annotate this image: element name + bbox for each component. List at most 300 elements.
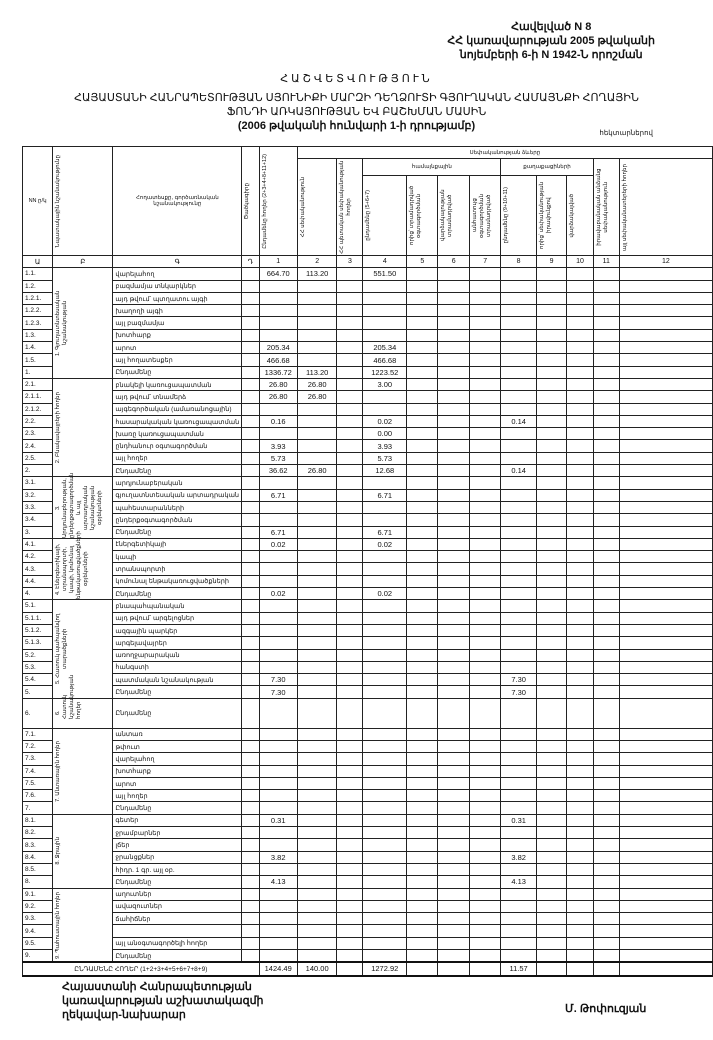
row-code: 5.1.1.	[23, 612, 53, 624]
section-label	[53, 814, 113, 888]
value-cell	[501, 329, 537, 341]
value-cell	[337, 900, 363, 912]
value-cell	[297, 489, 337, 501]
value-cell	[619, 329, 712, 341]
total-value	[438, 962, 470, 975]
value-cell	[469, 851, 500, 863]
column-number: 7	[469, 256, 500, 268]
row-label: բնակելի կառուցապատման	[113, 378, 242, 390]
table-row	[23, 317, 713, 329]
value-cell	[363, 839, 407, 851]
value-cell	[363, 551, 407, 563]
value-cell	[567, 415, 593, 427]
table-row	[23, 477, 713, 489]
column-number: Դ	[242, 256, 259, 268]
row-label: ազգային պարկեր	[113, 624, 242, 636]
value-cell	[593, 551, 619, 563]
row-code: 7.5.	[23, 777, 53, 789]
value-cell	[536, 378, 566, 390]
code-cell	[242, 501, 259, 513]
row-code: 1.2.3.	[23, 317, 53, 329]
row-code: 8.2.	[23, 827, 53, 839]
total-value	[337, 962, 363, 975]
value-cell	[407, 280, 438, 292]
value-cell	[536, 415, 566, 427]
column-number: Բ	[53, 256, 113, 268]
value-cell	[593, 366, 619, 378]
column-number: 5	[407, 256, 438, 268]
value-cell	[469, 292, 500, 304]
value-cell	[593, 814, 619, 826]
value-cell	[567, 637, 593, 649]
value-cell	[567, 624, 593, 636]
row-code: 1.1.	[23, 268, 53, 280]
table-row	[23, 366, 713, 378]
value-cell	[363, 292, 407, 304]
value-cell	[619, 415, 712, 427]
value-cell	[469, 440, 500, 452]
table-row	[23, 863, 713, 875]
table-row	[23, 391, 713, 403]
value-cell	[619, 674, 712, 686]
value-cell	[536, 428, 566, 440]
value-cell	[567, 753, 593, 765]
value-cell	[297, 765, 337, 777]
code-cell	[242, 851, 259, 863]
value-cell	[363, 827, 407, 839]
value-cell	[469, 686, 500, 698]
value-cell	[619, 863, 712, 875]
value-cell	[407, 292, 438, 304]
value-cell: 5.73	[363, 452, 407, 464]
value-cell	[536, 600, 566, 612]
value-cell	[407, 268, 438, 280]
value-cell	[469, 563, 500, 575]
value-cell	[363, 925, 407, 937]
value-cell	[567, 913, 593, 925]
value-cell	[337, 501, 363, 513]
row-code: 8.1.	[23, 814, 53, 826]
value-cell	[501, 403, 537, 415]
value-cell	[567, 937, 593, 949]
value-cell	[567, 280, 593, 292]
value-cell	[619, 950, 712, 963]
value-cell	[501, 280, 537, 292]
value-cell	[337, 538, 363, 550]
value-cell	[536, 305, 566, 317]
code-cell	[242, 753, 259, 765]
col-9: որից՝ սեփականության իրավունքով	[538, 181, 552, 250]
value-cell: 1336.72	[259, 366, 297, 378]
value-cell	[407, 728, 438, 740]
value-cell	[536, 329, 566, 341]
table-row	[23, 777, 713, 789]
value-cell	[567, 378, 593, 390]
total-value	[407, 962, 438, 975]
value-cell	[536, 888, 566, 900]
value-cell	[536, 477, 566, 489]
value-cell	[469, 477, 500, 489]
value-cell	[407, 354, 438, 366]
col-7: անհատույց օգտագործման տրամադրված	[471, 193, 492, 238]
value-cell	[536, 777, 566, 789]
value-cell	[536, 563, 566, 575]
value-cell	[619, 391, 712, 403]
value-cell	[297, 876, 337, 888]
row-label: արոտ	[113, 777, 242, 789]
value-cell	[363, 501, 407, 513]
value-cell	[259, 698, 297, 728]
value-cell	[619, 728, 712, 740]
column-number: 8	[501, 256, 537, 268]
value-cell	[593, 765, 619, 777]
value-cell	[297, 551, 337, 563]
value-cell	[363, 391, 407, 403]
table-row	[23, 827, 713, 839]
footer-line: ղեկավար-նախարար	[62, 1009, 186, 1021]
value-cell	[337, 888, 363, 900]
value-cell	[438, 937, 470, 949]
total-value	[619, 962, 712, 975]
value-cell	[438, 428, 470, 440]
value-cell	[469, 814, 500, 826]
value-cell	[619, 900, 712, 912]
value-cell	[337, 440, 363, 452]
value-cell	[593, 465, 619, 477]
value-cell	[363, 305, 407, 317]
value-cell: 1223.52	[363, 366, 407, 378]
value-cell	[536, 814, 566, 826]
table-row	[23, 888, 713, 900]
value-cell	[438, 790, 470, 802]
value-cell	[536, 637, 566, 649]
table-row	[23, 851, 713, 863]
value-cell	[593, 489, 619, 501]
row-label: Ընդամենը	[113, 698, 242, 728]
code-cell	[242, 888, 259, 900]
value-cell	[407, 342, 438, 354]
value-cell	[501, 452, 537, 464]
value-cell	[337, 588, 363, 600]
row-code: 6.	[23, 698, 53, 728]
value-cell	[337, 575, 363, 587]
value-cell	[438, 477, 470, 489]
value-cell	[259, 514, 297, 526]
table-row	[23, 612, 713, 624]
value-cell	[337, 378, 363, 390]
value-cell	[407, 649, 438, 661]
value-cell	[469, 900, 500, 912]
value-cell	[438, 777, 470, 789]
value-cell	[297, 814, 337, 826]
table-row	[23, 354, 713, 366]
value-cell	[337, 790, 363, 802]
value-cell	[438, 329, 470, 341]
value-cell	[337, 950, 363, 963]
value-cell: 3.82	[501, 851, 537, 863]
code-cell	[242, 329, 259, 341]
row-label: կոմունալ ենթակառուցվածքների	[113, 575, 242, 587]
value-cell	[567, 428, 593, 440]
row-label: գյուղատնտեսական արտադրական	[113, 489, 242, 501]
value-cell	[619, 588, 712, 600]
section-name: 1. Գյուղատնտեսական նշանակության	[55, 290, 69, 356]
value-cell	[469, 839, 500, 851]
value-cell	[297, 600, 337, 612]
row-label: ջրամբարներ	[113, 827, 242, 839]
code-cell	[242, 563, 259, 575]
code-cell	[242, 839, 259, 851]
value-cell	[297, 937, 337, 949]
value-cell	[501, 790, 537, 802]
value-cell	[438, 391, 470, 403]
value-cell	[469, 378, 500, 390]
row-label: այդ թվում՝ տնամերձ	[113, 391, 242, 403]
value-cell	[536, 851, 566, 863]
code-cell	[242, 937, 259, 949]
value-cell	[337, 317, 363, 329]
value-cell	[337, 913, 363, 925]
column-number: 2	[297, 256, 337, 268]
value-cell	[363, 913, 407, 925]
value-cell	[619, 698, 712, 728]
row-label: արդյունաբերական	[113, 477, 242, 489]
value-cell	[536, 612, 566, 624]
row-label: այդ թվում՝ պտղատու այգի	[113, 292, 242, 304]
value-cell	[259, 937, 297, 949]
value-cell: 205.34	[259, 342, 297, 354]
value-cell	[259, 428, 297, 440]
table-row	[23, 753, 713, 765]
value-cell	[363, 802, 407, 814]
value-cell	[337, 489, 363, 501]
row-label: այլ անօգտագործելի հողեր	[113, 937, 242, 949]
col-11: իրավաբանական անձանց սեփականություն	[595, 168, 609, 246]
value-cell	[438, 538, 470, 550]
value-cell	[297, 612, 337, 624]
value-cell	[407, 814, 438, 826]
value-cell	[297, 538, 337, 550]
value-cell	[259, 827, 297, 839]
row-label: լճեր	[113, 839, 242, 851]
section-label	[53, 472, 113, 538]
table-row	[23, 465, 713, 477]
value-cell	[567, 674, 593, 686]
value-cell	[438, 588, 470, 600]
value-cell	[567, 538, 593, 550]
value-cell	[363, 403, 407, 415]
value-cell: 26.80	[297, 391, 337, 403]
table-row	[23, 814, 713, 826]
col-5: որից՝ տրամադրված օգտագործման	[409, 185, 423, 246]
value-cell	[469, 329, 500, 341]
value-cell	[536, 839, 566, 851]
value-cell	[337, 465, 363, 477]
value-cell	[567, 563, 593, 575]
value-cell	[501, 477, 537, 489]
row-label: բազմամյա տնկարկներ	[113, 280, 242, 292]
value-cell	[536, 514, 566, 526]
value-cell	[501, 624, 537, 636]
value-cell	[536, 268, 566, 280]
value-cell	[259, 802, 297, 814]
value-cell	[567, 354, 593, 366]
row-label: Ընդամենը	[113, 366, 242, 378]
row-code: 5.	[23, 686, 53, 698]
value-cell	[297, 900, 337, 912]
value-cell	[407, 452, 438, 464]
value-cell	[469, 698, 500, 728]
value-cell	[407, 428, 438, 440]
table-row	[23, 876, 713, 888]
code-cell	[242, 624, 259, 636]
value-cell	[297, 728, 337, 740]
annex-note	[447, 20, 655, 62]
value-cell	[567, 888, 593, 900]
value-cell	[536, 391, 566, 403]
row-label: այլ հողեր	[113, 790, 242, 802]
value-cell	[469, 863, 500, 875]
total-row	[23, 962, 713, 975]
value-cell	[593, 624, 619, 636]
value-cell	[469, 937, 500, 949]
table-row	[23, 790, 713, 802]
value-cell	[297, 674, 337, 686]
value-cell	[363, 674, 407, 686]
value-cell	[469, 637, 500, 649]
value-cell	[407, 366, 438, 378]
value-cell	[469, 876, 500, 888]
value-cell	[593, 452, 619, 464]
value-cell	[337, 526, 363, 538]
row-label: ընդհանուր օգտագործման	[113, 440, 242, 452]
value-cell	[407, 674, 438, 686]
value-cell: 113.20	[297, 268, 337, 280]
value-cell	[536, 686, 566, 698]
value-cell	[407, 753, 438, 765]
value-cell	[337, 851, 363, 863]
value-cell	[501, 354, 537, 366]
value-cell	[337, 551, 363, 563]
column-number: Ա	[23, 256, 53, 268]
value-cell	[593, 802, 619, 814]
value-cell	[363, 777, 407, 789]
value-cell	[593, 637, 619, 649]
value-cell	[536, 292, 566, 304]
value-cell	[407, 489, 438, 501]
value-cell	[469, 674, 500, 686]
value-cell	[619, 378, 712, 390]
value-cell	[469, 342, 500, 354]
section-name: 2. Բնակավայրերի հողեր	[55, 392, 62, 464]
value-cell	[259, 740, 297, 752]
value-cell	[407, 563, 438, 575]
value-cell	[619, 551, 712, 563]
row-label: Ընդամենը	[113, 526, 242, 538]
row-label: վարելահող	[113, 268, 242, 280]
value-cell	[501, 661, 537, 673]
value-cell	[536, 900, 566, 912]
value-cell	[619, 888, 712, 900]
value-cell	[337, 686, 363, 698]
row-label: Ընդամենը	[113, 876, 242, 888]
table-row	[23, 740, 713, 752]
value-cell	[259, 863, 297, 875]
row-label	[113, 925, 242, 937]
value-cell	[407, 317, 438, 329]
value-cell	[438, 765, 470, 777]
row-code: 4.1.	[23, 538, 53, 550]
value-cell	[407, 839, 438, 851]
col-2: ՀՀ սեփականություն	[299, 177, 306, 238]
code-cell	[242, 403, 259, 415]
value-cell	[536, 526, 566, 538]
value-cell	[297, 888, 337, 900]
value-cell	[297, 753, 337, 765]
value-cell	[593, 937, 619, 949]
row-label: պահեստարանների	[113, 501, 242, 513]
value-cell	[363, 637, 407, 649]
value-cell	[469, 465, 500, 477]
value-cell	[593, 440, 619, 452]
code-cell	[242, 740, 259, 752]
table-row	[23, 501, 713, 513]
value-cell	[619, 575, 712, 587]
value-cell	[536, 440, 566, 452]
value-cell	[593, 538, 619, 550]
value-cell	[259, 728, 297, 740]
value-cell: 466.68	[259, 354, 297, 366]
value-cell	[337, 649, 363, 661]
total-value: 1272.92	[363, 962, 407, 975]
value-cell	[567, 305, 593, 317]
value-cell	[501, 698, 537, 728]
value-cell	[536, 740, 566, 752]
value-cell	[259, 305, 297, 317]
value-cell	[619, 526, 712, 538]
row-label: վարելահող	[113, 753, 242, 765]
value-cell	[619, 753, 712, 765]
row-code: 2.	[23, 465, 53, 477]
value-cell	[567, 612, 593, 624]
value-cell	[259, 280, 297, 292]
value-cell	[593, 329, 619, 341]
value-cell	[593, 827, 619, 839]
value-cell	[438, 292, 470, 304]
value-cell	[438, 354, 470, 366]
value-cell	[363, 740, 407, 752]
row-label: այլ հողեր	[113, 452, 242, 464]
value-cell	[407, 465, 438, 477]
value-cell	[363, 661, 407, 673]
value-cell	[501, 440, 537, 452]
code-cell	[242, 551, 259, 563]
value-cell	[536, 728, 566, 740]
value-cell	[593, 790, 619, 802]
value-cell	[438, 740, 470, 752]
value-cell	[407, 415, 438, 427]
row-label: Ընդամենը	[113, 588, 242, 600]
row-code: 8.5.	[23, 863, 53, 875]
column-number: 12	[619, 256, 712, 268]
column-number: 3	[337, 256, 363, 268]
value-cell	[337, 827, 363, 839]
col-total: Ընդամենը հողեր (2+3+4+8+11+12)	[261, 153, 268, 249]
row-code: 3.1.	[23, 477, 53, 489]
code-cell	[242, 452, 259, 464]
value-cell	[501, 827, 537, 839]
value-cell: 113.20	[297, 366, 337, 378]
